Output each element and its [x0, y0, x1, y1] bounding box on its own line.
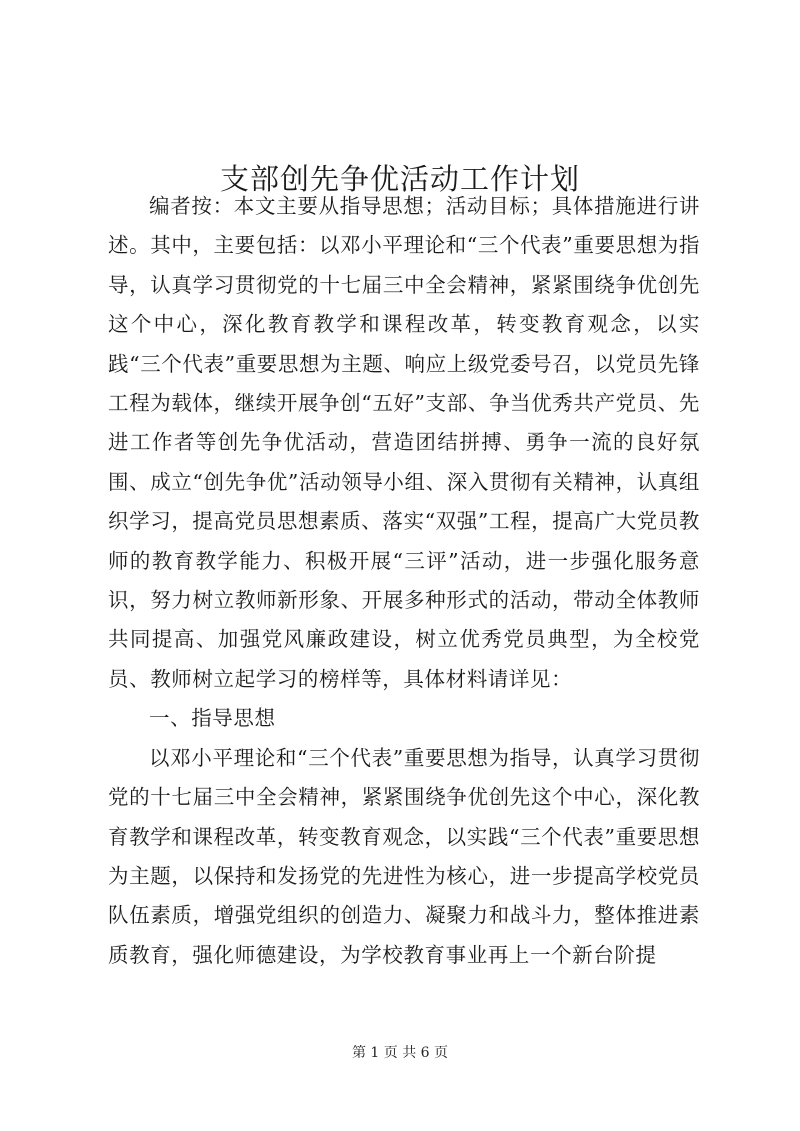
document-title: 支部创先争优活动工作计划 — [219, 162, 580, 197]
intro-paragraph: 编者按：本文主要从指导思想；活动目标；具体措施进行讲述。其中，主要包括：以邓小平理论和“三个代表”重要思想为指导，认真学习贯彻党的十七届三中全会精神，紧紧围绕争优创先这个中心，深化教育教学和课程改革，转变教育观念，以实践“三个代表”重要思想为主题、响应上级党委号召，以党员先锋工程为载体，继续开展争创“五好”支部、争当优秀共产党员、先进工作者等创先争优活动，营造团结拼搏、勇争一流的良好氛围、成立“创先争优”活动领导小组、深入贯彻有关精神，认真组织学习，提高党员思想素质、落实“双强”工程，提高广大党员教师的教育教学能力、积极开展“三评”活动，进一步强化服务意识，努力树立教师新形象、开展多种形式的活动，带动全体教师共同提高、加强党风廉政建设，树立优秀党员典型，为全校党员、教师树立起学习的榜样等，具体材料请详见： — [108, 194, 700, 691]
page-footer: 第 1 页 共 6 页 — [351, 1045, 449, 1061]
section-paragraph-guiding-ideology: 以邓小平理论和“三个代表”重要思想为指导，认真学习贯彻党的十七届三中全会精神，紧紧围绕争优创先这个中心，深化教育教学和课程改革，转变教育观念，以实践“三个代表”重要思想为主题，以保持和发扬党的先进性为核心，进一步提高学校党员队伍素质，增强党组织的创造力、凝聚力和战斗力，整体推进素质教育，强化师德建设，为学校教育事业再上一个新台阶提 — [108, 745, 700, 967]
section-heading-guiding-ideology: 一、指导思想 — [149, 706, 276, 731]
document-body — [108, 187, 700, 975]
